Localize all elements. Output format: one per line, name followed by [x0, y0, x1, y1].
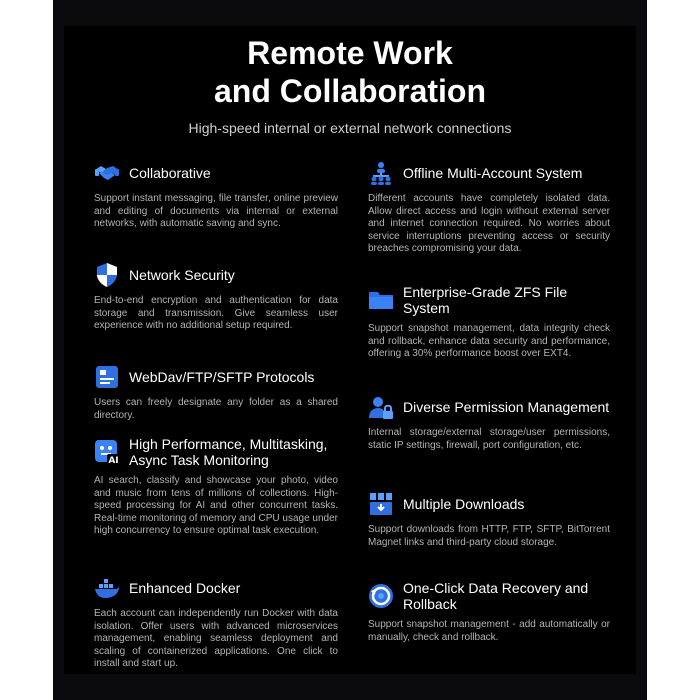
feature-title: Diverse Permission Management: [403, 399, 610, 415]
title-line-1: Remote Work: [247, 35, 453, 71]
feature-title: High Performance, Multitasking, Async Task Monitoring: [129, 436, 328, 468]
ai-chip-icon: [94, 439, 120, 465]
feature-data-recovery: [368, 580, 610, 644]
feature-permission-management: [368, 394, 610, 452]
feature-network-security: [94, 262, 338, 333]
feature-title: Multiple Downloads: [403, 496, 525, 512]
handshake-icon: [94, 160, 120, 186]
feature-multiple-downloads: [368, 491, 610, 549]
folder-icon: [368, 287, 394, 313]
feature-title: Collaborative: [129, 165, 211, 181]
feature-description: End-to-end encryption and authentication for data storage and transmission. Give seamless user experience with no additional setup required.: [94, 295, 338, 331]
download-icon: [368, 491, 394, 517]
page-subtitle: High-speed internal or external network connections: [188, 120, 512, 136]
feature-collaborative: [94, 160, 338, 231]
feature-title: Network Security: [129, 267, 235, 283]
feature-description: Different accounts have completely isolated data. Allow direct access and login without external server and internet connection required. No worries about service interruptions preventing access or security breaches compromising your data.: [368, 193, 610, 254]
feature-description: Support instant messaging, file transfer, online preview and editing of documents via internal or external networks, with automatic saving and sync.: [94, 193, 338, 229]
feature-description: AI search, classify and showcase your photo, video and music from tens of millions of collections. High-speed processing for AI and other concurrent tasks. Real-time monitoring of memory and CPU usage under high concurrency to ensure optimal task execution.: [94, 475, 338, 536]
feature-title: Enhanced Docker: [129, 580, 241, 596]
feature-title: Enterprise-Grade ZFS File System: [403, 284, 568, 316]
feature-protocols: [94, 364, 338, 422]
feature-description: Support snapshot management, data integrity check and rollback, enhance data security and performance, offering a 30% performance boost over EXT4.: [368, 323, 610, 359]
feature-description: Each account can independently run Docker with data isolation. Offer users with advanced microservices management, enabling seamless deployment and scaling of containerized applications. One click to install and start up.: [94, 608, 338, 669]
user-permission-icon: [368, 394, 394, 420]
protocol-card-icon: [94, 364, 120, 390]
recovery-icon: [368, 583, 394, 609]
feature-description: Internal storage/external storage/user permissions, static IP settings, firewall, port configuration, etc.: [368, 427, 610, 451]
feature-title: One-Click Data Recovery and Rollback: [403, 580, 589, 612]
feature-zfs-file-system: [368, 284, 610, 361]
shield-icon: [94, 262, 120, 288]
feature-title: Offline Multi-Account System: [403, 165, 583, 181]
page-title: [64, 34, 636, 110]
feature-offline-multi-account: [368, 160, 610, 256]
docker-whale-icon: [94, 575, 120, 601]
feature-description: Support downloads from HTTP, FTP, SFTP, BitTorrent Magnet links and third-party cloud storage.: [368, 524, 610, 548]
svg-text:AI: AI: [108, 456, 119, 465]
multi-account-icon: [368, 160, 394, 186]
feature-high-performance: [94, 436, 338, 538]
title-line-2: and Collaboration: [214, 73, 486, 109]
feature-enhanced-docker: [94, 575, 338, 671]
feature-title: WebDav/FTP/SFTP Protocols: [129, 369, 315, 385]
feature-description: Users can freely designate any folder as a shared directory.: [94, 397, 338, 421]
feature-description: Support snapshot management - add automatically or manually, check and rollback.: [368, 619, 610, 643]
